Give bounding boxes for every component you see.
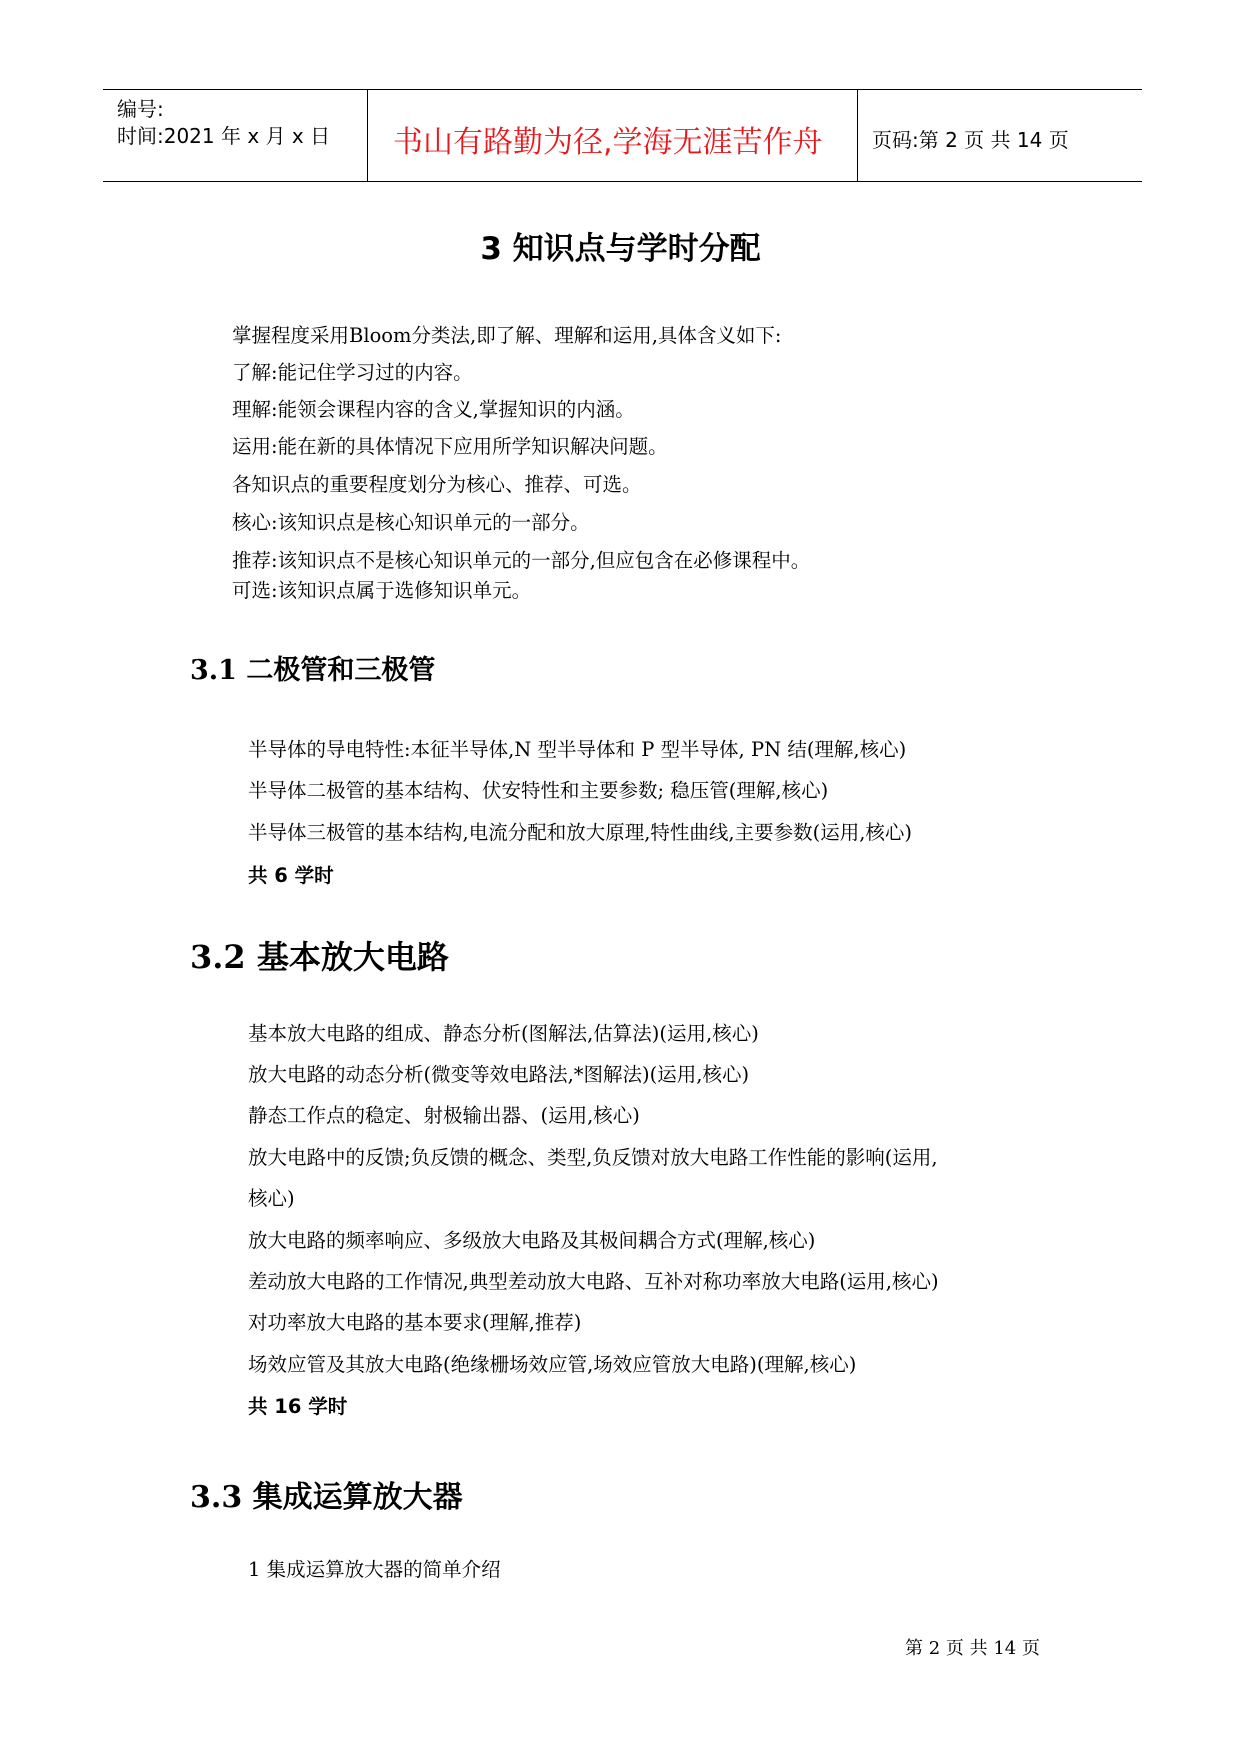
intro-line: 各知识点的重要程度划分为核心、推荐、可选。 [232, 473, 642, 496]
list-item: 放大电路的动态分析(微变等效电路法,*图解法)(运用,核心) [248, 1063, 750, 1086]
section-total-hours: 共 16 学时 [248, 1395, 348, 1418]
section-heading-3-3: 3.3 集成运算放大器 [190, 1480, 463, 1515]
header-motto: 书山有路勤为径,学海无涯苦作舟 [393, 125, 823, 160]
header-divider-right [857, 89, 858, 181]
intro-line: 运用:能在新的具体情况下应用所学知识解决问题。 [232, 435, 668, 458]
intro-line: 理解:能领会课程内容的含义,掌握知识的内涵。 [232, 398, 635, 421]
list-item: 场效应管及其放大电路(绝缘栅场效应管,场效应管放大电路)(理解,核心) [248, 1353, 857, 1376]
section-heading-3-1: 3.1 二极管和三极管 [190, 655, 436, 686]
section-total-hours: 共 6 学时 [248, 864, 334, 887]
intro-line: 可选:该知识点属于选修知识单元。 [232, 579, 532, 602]
page-title: 3 知识点与学时分配 [480, 231, 761, 267]
list-item: 半导体三极管的基本结构,电流分配和放大原理,特性曲线,主要参数(运用,核心) [248, 821, 913, 844]
list-item: 核心) [248, 1187, 295, 1210]
header-divider-left [367, 89, 368, 181]
list-item: 1 集成运算放大器的简单介绍 [248, 1558, 501, 1581]
intro-line: 核心:该知识点是核心知识单元的一部分。 [232, 511, 590, 534]
header-top-rule [103, 89, 1142, 90]
list-item: 放大电路的频率响应、多级放大电路及其极间耦合方式(理解,核心) [248, 1229, 816, 1252]
page-footer: 第 2 页 共 14 页 [905, 1638, 1040, 1659]
intro-line: 掌握程度采用Bloom分类法,即了解、理解和运用,具体含义如下: [232, 324, 782, 347]
header-page-info: 页码:第 2 页 共 14 页 [872, 128, 1069, 152]
list-item: 对功率放大电路的基本要求(理解,推荐) [248, 1311, 582, 1334]
header-time: 时间:2021 年 x 月 x 日 [117, 124, 331, 148]
list-item: 静态工作点的稳定、射极输出器、(运用,核心) [248, 1104, 640, 1127]
list-item: 基本放大电路的组成、静态分析(图解法,估算法)(运用,核心) [248, 1022, 759, 1045]
section-heading-3-2: 3.2 基本放大电路 [190, 938, 449, 976]
header-number-label: 编号: [117, 97, 164, 121]
header-bottom-rule [103, 181, 1142, 182]
intro-line: 了解:能记住学习过的内容。 [232, 361, 473, 384]
list-item: 差动放大电路的工作情况,典型差动放大电路、互补对称功率放大电路(运用,核心) [248, 1270, 939, 1293]
list-item: 半导体二极管的基本结构、伏安特性和主要参数; 稳压管(理解,核心) [248, 779, 829, 802]
list-item: 半导体的导电特性:本征半导体,N 型半导体和 P 型半导体, PN 结(理解,核心) [248, 738, 907, 761]
list-item: 放大电路中的反馈;负反馈的概念、类型,负反馈对放大电路工作性能的影响(运用, [248, 1146, 938, 1169]
intro-line: 推荐:该知识点不是核心知识单元的一部分,但应包含在必修课程中。 [232, 549, 811, 572]
